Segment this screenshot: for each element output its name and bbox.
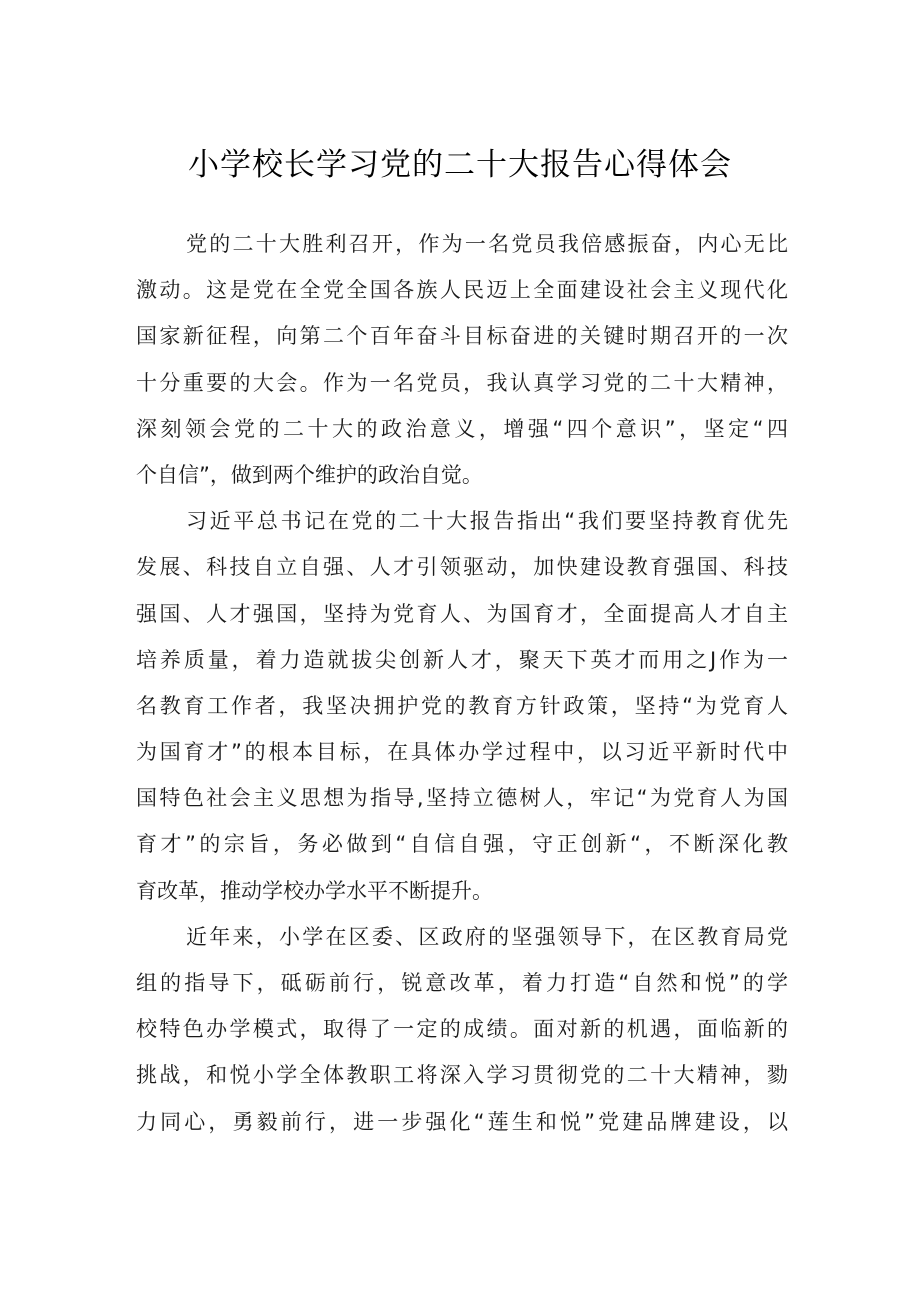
text-line: 强国、人才强国，坚持为党育人、为国育才，全面提高人才自主	[136, 601, 788, 626]
text-line: 十分重要的大会。作为一名党员，我认真学习党的二十大精神，	[136, 370, 788, 395]
text-line: 激动。这是党在全党全国各族人民迈上全面建设社会主义现代化	[136, 278, 788, 303]
text-line: 组的指导下，砥砺前行，锐意改革，着力打造“自然和悦”的学	[136, 971, 788, 995]
document-title: 小学校长学习党的二十大报告心得体会	[188, 147, 732, 183]
text-line: 习近平总书记在党的二十大报告指出“我们要坚持教育优先	[186, 509, 788, 534]
paragraph-1	[136, 221, 788, 498]
text-line: 育改革，推动学校办学水平不断提升。	[136, 878, 493, 903]
paragraph-3	[136, 914, 788, 1145]
text-line: 力同心，勇毅前行，进一步强化“莲生和悦”党建品牌建设，以	[136, 1109, 788, 1134]
text-line: 国家新征程，向第二个百年奋斗目标奋进的关键时期召开的一次	[136, 324, 788, 349]
text-line: 为国育才”的根本目标，在具体办学过程中，以习近平新时代中	[136, 740, 788, 765]
text-line: 培养质量，着力造就拔尖创新人才，聚天下英才而用之J作为一	[136, 647, 788, 672]
text-line: 党的二十大胜利召开，作为一名党员我倍感振奋，内心无比	[186, 232, 788, 256]
text-line: 名教育工作者，我坚决拥护党的教育方针政策，坚持“为党育人	[136, 693, 788, 718]
paragraph-2	[136, 498, 788, 914]
text-line: 近年来，小学在区委、区政府的坚强领导下，在区教育局党	[186, 924, 788, 949]
text-line: 发展、科技自立自强、人才引领驱动，加快建设教育强国、科技	[136, 555, 788, 580]
text-line: 育才”的宗旨，务必做到“自信自强，守正创新“，不断深化教	[136, 832, 788, 857]
document-body	[136, 221, 788, 1145]
text-line: 深刻领会党的二十大的政治意义，增强“四个意识”，坚定“四	[136, 416, 788, 441]
text-line: 校特色办学模式，取得了一定的成绩。面对新的机遇，面临新的	[136, 1017, 788, 1042]
text-line: 国特色社会主义思想为指导,坚持立德树人，牢记“为党育人为国	[136, 786, 788, 811]
text-line: 挑战，和悦小学全体教职工将深入学习贯彻党的二十大精神，勠	[136, 1063, 788, 1088]
text-line: 个自信”，做到两个维护的政治自觉。	[136, 462, 483, 487]
